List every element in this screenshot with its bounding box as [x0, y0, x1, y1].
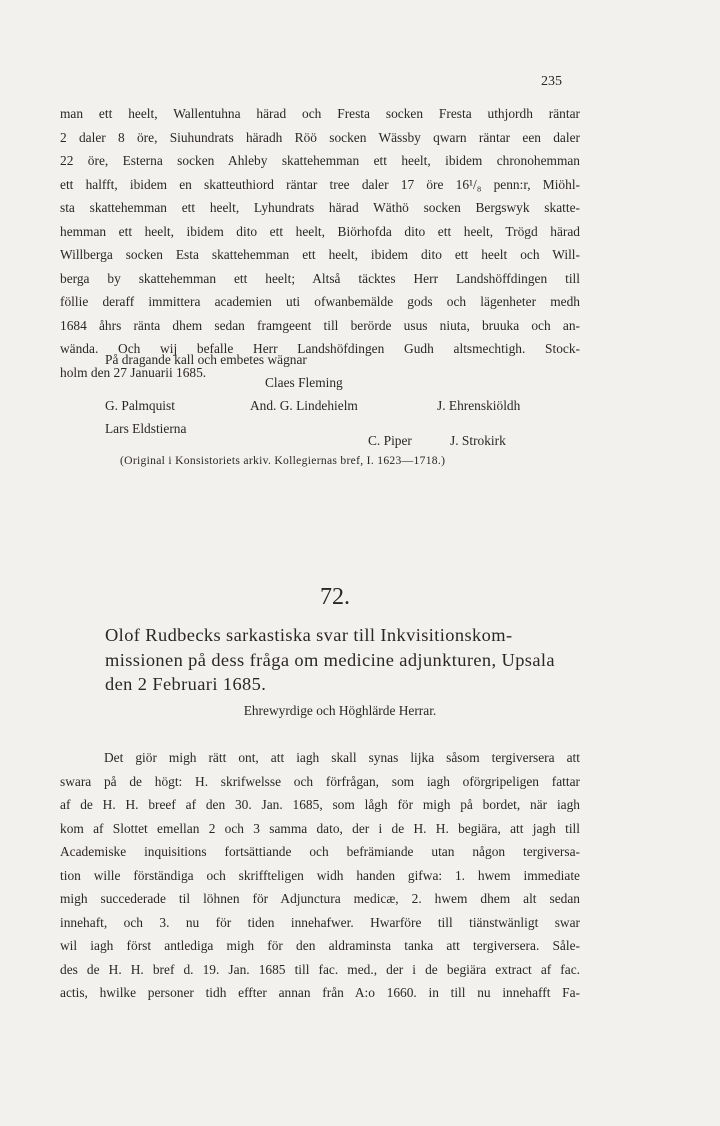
- letter2-body: [60, 746, 580, 1005]
- text-line: ett halfft, ibidem en skatteuthiord räntar tree daler 17 öre 16¹/₈ penn:r, Miöhl-: [60, 176, 580, 192]
- salutation: Ehrewyrdige och Höghlärde Herrar.: [243, 703, 437, 718]
- page-number: 235: [541, 74, 562, 89]
- signature-eldstierna: Lars Eldstierna: [105, 421, 187, 436]
- text-line: holm den 27 Januarii 1685.: [60, 364, 207, 380]
- title-line: den 2 Februari 1685.: [105, 674, 267, 694]
- text-line: wända. Och wij befalle Herr Landshöfdingen Gudh altsmechtigh. Stock-: [60, 341, 580, 356]
- text-line: Det giör migh rätt ont, att iagh skall synas lijka såsom tergiversera att: [104, 750, 580, 765]
- text-line: actis, hwilke personer tidh effter annan från A:o 1660. in till nu innehafft Fa-: [60, 985, 580, 1000]
- signature-piper: C. Piper: [368, 433, 412, 448]
- title-line: Olof Rudbecks sarkastiska svar till Inkvisitionskom-: [105, 625, 513, 645]
- text-line: af de H. H. breef af den 30. Jan. 1685, som lågh för migh på bordet, när iagh: [60, 797, 580, 812]
- text-line: kom af Slottet emellan 2 och 3 samma dato, der i de H. H. begiära, att jagh till: [60, 820, 580, 836]
- text-line: Willberga socken Esta skattehemman ett heelt, ibidem dito ett heelt och Will-: [60, 247, 580, 262]
- signature-lindehielm: And. G. Lindehielm: [250, 398, 358, 413]
- text-line: innehaft, och 3. nu för tiden innehafwer. Hwarföre till tiänstwänligt swar: [60, 914, 580, 930]
- document-title: [105, 623, 585, 697]
- text-line: 2 daler 8 öre, Siuhundrats häradh Röö socken Wässby qwarn räntar een daler: [60, 129, 580, 145]
- closing-formula: På dragande kall och embetes wägnar: [105, 352, 307, 367]
- source-note: (Original i Konsistoriets arkiv. Kollegiernas bref, I. 1623—1718.): [120, 454, 446, 467]
- signature-ehrenskiold: J. Ehrenskiöldh: [437, 398, 521, 413]
- text-line: migh succederade til löhnen för Adjunctura medicæ, 2. hwem dhem alt sedan: [60, 891, 580, 906]
- signature-fleming: Claes Fleming: [265, 375, 343, 390]
- text-line: föllie deraff immittera academien uti ofwanbemälde gods och lägenheter medh: [60, 294, 580, 309]
- signature-palmquist: G. Palmquist: [105, 398, 175, 413]
- letter1-body: [60, 102, 580, 384]
- text-line: tion wille förständiga och skriffteligen widh handen gifwa: 1. hwem immediate: [60, 867, 580, 883]
- signature-strokirk: J. Strokirk: [450, 433, 506, 448]
- text-line: sta skattehemman ett heelt, Lyhundrats härad Wäthö socken Bergswyk skatte-: [60, 200, 580, 215]
- text-line: hemman ett heelt, ibidem dito ett heelt, Biörhofda dito ett heelt, Trögd härad: [60, 223, 580, 239]
- text-line: 1684 åhrs ränta dhem sedan framgeent till berörde usus niuta, bruuka och an-: [60, 317, 580, 333]
- text-line: Academiske inquisitions fortsättiande och befrämiande utan någon tergiversa-: [60, 844, 580, 859]
- text-line: 22 öre, Esterna socken Ahleby skattehemman ett heelt, ibidem chronohemman: [60, 153, 580, 168]
- text-line: wil iagh först antlediga migh för den aldraminsta tanka att tergiversera. Såle-: [60, 938, 580, 953]
- text-line: man ett heelt, Wallentuhna härad och Fresta socken Fresta uthjordh räntar: [60, 106, 580, 121]
- text-line: des de H. H. bref d. 19. Jan. 1685 till fac. med., der i de begiära extract af fac.: [60, 961, 580, 977]
- document-number: 72.: [320, 584, 350, 610]
- text-line: swara på de högt: H. skrifwelsse och förfrågan, som iagh oförgripeligen fattar: [60, 773, 580, 789]
- text-line: berga by skattehemman ett heelt; Altså täcktes Herr Landshöffdingen till: [60, 270, 580, 286]
- title-line: missionen på dess fråga om medicine adjunkturen, Upsala: [105, 649, 555, 670]
